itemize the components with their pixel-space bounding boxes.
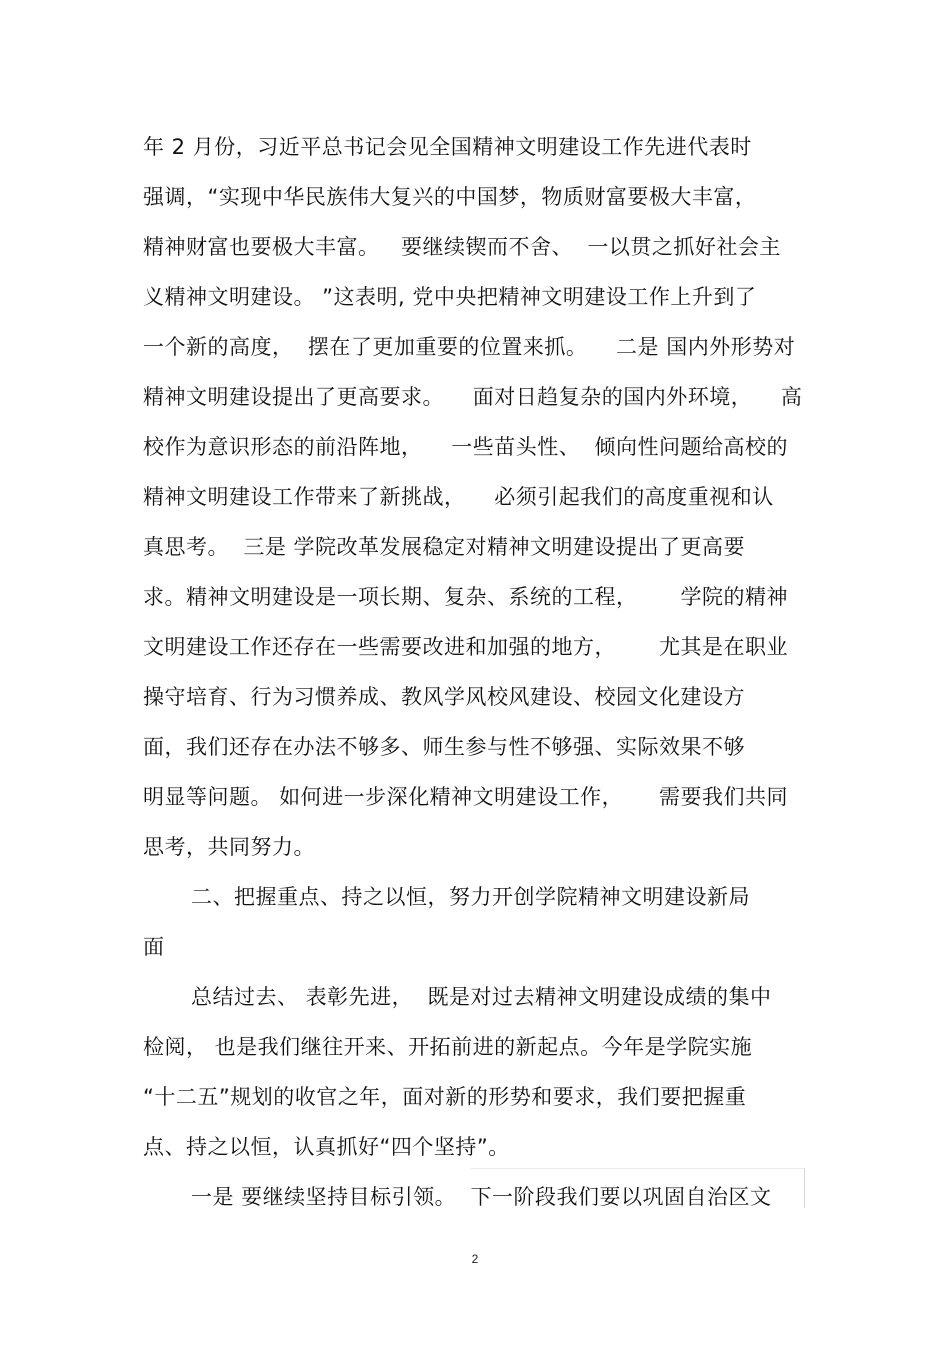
text-line: 一个新的高度， 摆在了更加重要的位置来抓。 二是 国内外形势对 (143, 335, 796, 359)
section-heading: 二、把握重点、持之以恒，努力开创学院精神文明建设新局 (191, 885, 750, 909)
text-line: 求。精神文明建设是一项长期、复杂、系统的工程， 学院的精神 (143, 585, 789, 609)
text-line: 明显等问题。 如何进一步深化精神文明建设工作， 需要我们共同 (143, 785, 789, 809)
text-line: 文明建设工作还存在一些需要改进和加强的地方， 尤其是在职业 (143, 635, 789, 659)
text-line: 总结过去、 表彰先进， 既是对过去精神文明建设成绩的集中 (191, 985, 772, 1009)
text-line: 思考，共同努力。 (143, 835, 315, 859)
body-text (143, 122, 823, 1222)
text-line: 强调，“实现中华民族伟大复兴的中国梦，物质财富要极大丰富， (143, 185, 757, 209)
text-line: 精神财富也要极大丰富。 要继续锲而不舍、 一以贯之抓好社会主 (143, 235, 781, 259)
text-line: 年 2 月份，习近平总书记会见全国精神文明建设工作先进代表时 (143, 135, 752, 159)
text-line: 校作为意识形态的前沿阵地， 一些苗头性、 倾向性问题给高校的 (143, 435, 789, 459)
text-line: 一是 要继续坚持目标引领。 下一阶段我们要以巩固自治区文 (191, 1185, 772, 1209)
text-box-border-right (804, 1168, 805, 1208)
text-line: 面，我们还存在办法不够多、师生参与性不够强、实际效果不够 (143, 735, 745, 759)
page-number: 2 (471, 1252, 479, 1266)
text-line: 操守培育、行为习惯养成、教风学风校风建设、校园文化建设方 (143, 685, 745, 709)
section-heading-continued: 面 (143, 935, 165, 959)
text-line: 精神文明建设工作带来了新挑战， 必须引起我们的高度重视和认 (143, 485, 774, 509)
text-box-border-top (470, 1168, 804, 1169)
text-line: 义精神文明建设。 ”这表明, 党中央把精神文明建设工作上升到了 (143, 285, 757, 309)
text-line: 检阅， 也是我们继往开来、开拓前进的新起点。今年是学院实施 (143, 1035, 753, 1059)
text-line: 点、持之以恒，认真抓好“四个坚持”。 (143, 1135, 510, 1159)
text-line: “十二五”规划的收官之年，面对新的形势和要求，我们要把握重 (143, 1085, 747, 1109)
text-line: 精神文明建设提出了更高要求。 面对日趋复杂的国内外环境， 高 (143, 385, 803, 409)
text-line: 真思考。 三是 学院改革发展稳定对精神文明建设提出了更高要 (143, 535, 746, 559)
